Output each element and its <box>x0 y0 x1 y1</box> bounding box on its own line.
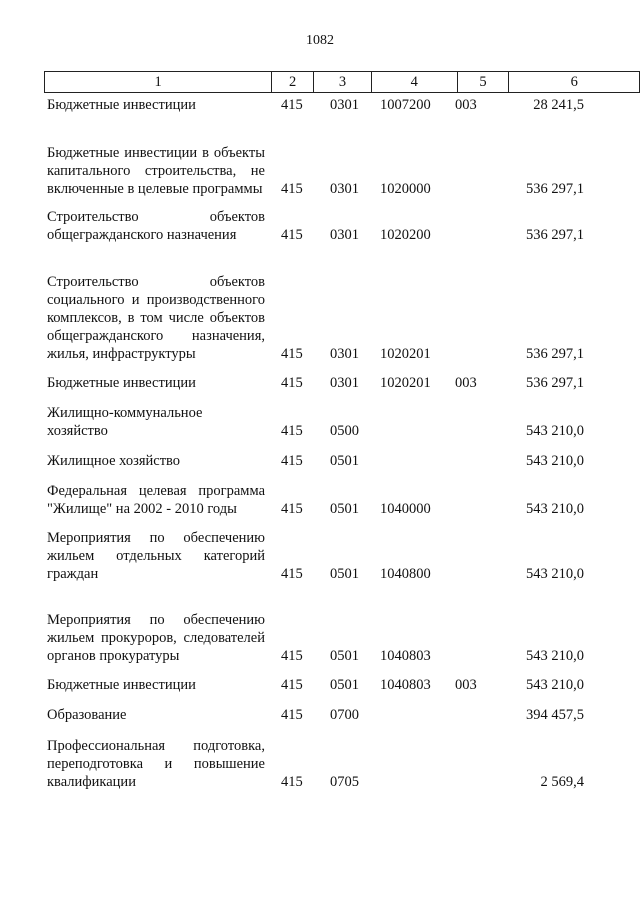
row-name: Бюджетные инвестиции <box>47 97 196 113</box>
row-sum: 543 210,0 <box>526 648 584 664</box>
row-kvsr: 415 <box>281 423 303 439</box>
row-kvsr: 415 <box>281 501 303 517</box>
row-kvsr: 415 <box>281 346 303 362</box>
row-rz: 0301 <box>330 97 359 113</box>
row-sum: 536 297,1 <box>526 375 584 391</box>
row-rz: 0301 <box>330 181 359 197</box>
row-sum: 536 297,1 <box>526 227 584 243</box>
column-header-5: 5 <box>457 72 509 93</box>
table-row <box>0 676 640 694</box>
row-kvsr: 415 <box>281 774 303 790</box>
row-rz: 0500 <box>330 423 359 439</box>
row-rz: 0700 <box>330 707 359 723</box>
row-rz: 0301 <box>330 346 359 362</box>
row-csr: 1040803 <box>380 677 431 693</box>
row-csr: 1020201 <box>380 346 431 362</box>
row-rz: 0501 <box>330 677 359 693</box>
row-name: Бюджетные инвестиции в объекты капитального строительства, не включенные в целевые программы <box>47 145 265 197</box>
table-row <box>0 255 640 363</box>
row-name: Федеральная целевая программа "Жилище" на 2002 - 2010 годы <box>47 483 265 517</box>
table-row <box>0 96 640 114</box>
row-name: Жилищно-коммунальное хозяйство <box>47 405 203 439</box>
row-vr: 003 <box>455 97 477 113</box>
row-name: Строительство объектов общегражданского назначения <box>47 209 265 243</box>
row-csr: 1020201 <box>380 375 431 391</box>
row-name: Профессиональная подготовка, переподготовка и повышение квалификации <box>47 738 265 790</box>
row-name: Бюджетные инвестиции <box>47 375 196 391</box>
row-name: Бюджетные инвестиции <box>47 677 196 693</box>
row-kvsr: 415 <box>281 97 303 113</box>
column-header-2: 2 <box>272 72 314 93</box>
row-sum: 536 297,1 <box>526 346 584 362</box>
row-rz: 0501 <box>330 453 359 469</box>
row-csr: 1020000 <box>380 181 431 197</box>
row-csr: 1007200 <box>380 97 431 113</box>
table-row <box>0 593 640 665</box>
row-sum: 543 210,0 <box>526 566 584 582</box>
table-row <box>0 374 640 392</box>
row-name: Мероприятия по обеспечению жильем отдельных категорий граждан <box>47 530 265 582</box>
page-number: 1082 <box>306 33 334 48</box>
column-header-1: 1 <box>45 72 272 93</box>
row-name: Жилищное хозяйство <box>47 453 181 469</box>
row-kvsr: 415 <box>281 227 303 243</box>
row-name: Строительство объектов социального и производственного комплексов, в том числе объектов общегражданского назначения, жилья, инфраструктуры <box>47 274 265 362</box>
row-sum: 543 210,0 <box>526 423 584 439</box>
row-sum: 536 297,1 <box>526 181 584 197</box>
row-kvsr: 415 <box>281 566 303 582</box>
column-header-4: 4 <box>371 72 457 93</box>
row-rz: 0501 <box>330 566 359 582</box>
column-header-3: 3 <box>314 72 372 93</box>
table-row <box>0 482 640 518</box>
column-header-6: 6 <box>509 72 640 93</box>
row-name: Образование <box>47 707 127 723</box>
row-rz: 0301 <box>330 227 359 243</box>
row-kvsr: 415 <box>281 648 303 664</box>
row-csr: 1020200 <box>380 227 431 243</box>
table-row <box>0 706 640 724</box>
row-sum: 394 457,5 <box>526 707 584 723</box>
row-kvsr: 415 <box>281 181 303 197</box>
row-rz: 0501 <box>330 501 359 517</box>
row-sum: 543 210,0 <box>526 501 584 517</box>
table-row <box>0 404 640 440</box>
row-kvsr: 415 <box>281 677 303 693</box>
table-row <box>0 126 640 198</box>
table-row <box>0 452 640 470</box>
row-csr: 1040800 <box>380 566 431 582</box>
row-csr: 1040000 <box>380 501 431 517</box>
table-row <box>0 529 640 583</box>
row-rz: 0705 <box>330 774 359 790</box>
table-row <box>0 737 640 791</box>
row-sum: 543 210,0 <box>526 453 584 469</box>
row-rz: 0501 <box>330 648 359 664</box>
row-vr: 003 <box>455 677 477 693</box>
row-sum: 543 210,0 <box>526 677 584 693</box>
row-csr: 1040803 <box>380 648 431 664</box>
row-rz: 0301 <box>330 375 359 391</box>
row-name: Мероприятия по обеспечению жильем прокуроров, следователей органов прокуратуры <box>47 612 265 664</box>
row-sum: 2 569,4 <box>540 774 584 790</box>
row-sum: 28 241,5 <box>533 97 584 113</box>
row-kvsr: 415 <box>281 375 303 391</box>
row-vr: 003 <box>455 375 477 391</box>
row-kvsr: 415 <box>281 453 303 469</box>
row-kvsr: 415 <box>281 707 303 723</box>
table-row <box>0 208 640 244</box>
